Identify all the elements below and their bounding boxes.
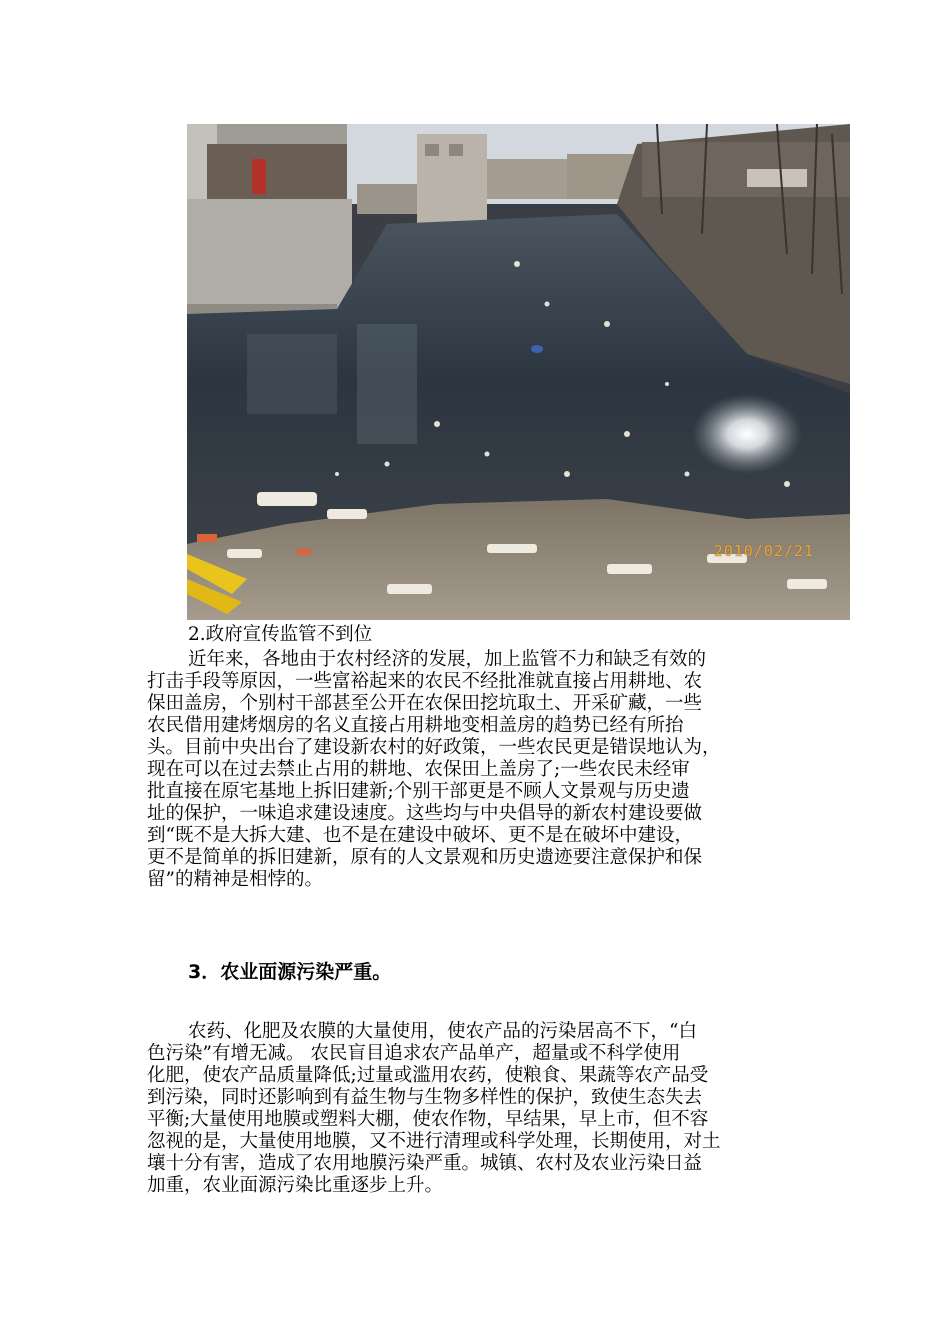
photo-date-stamp: 2010/02/21	[713, 542, 814, 560]
paragraph-line: 忽视的是，大量使用地膜，又不进行清理或科学处理，长期使用，对土	[147, 1131, 721, 1152]
paragraph-line: 头。目前中央出台了建设新农村的好政策，一些农民更是错误地认为，	[147, 737, 721, 758]
section2-subheading: 2.政府宣传监管不到位	[188, 624, 373, 645]
paragraph-line: 址的保护，一味追求建设速度。这些均与中央倡导的新农村建设要做	[147, 803, 703, 824]
paragraph-line: 到污染，同时还影响到有益生物与生物多样性的保护，致使生态失去	[147, 1087, 703, 1108]
section3-paragraph	[147, 1021, 807, 1197]
paragraph-line: 批直接在原宅基地上拆旧建新;个别干部更是不顾人文景观与历史遗	[147, 781, 690, 802]
paragraph-line: 加重，农业面源污染比重逐步上升。	[147, 1175, 444, 1196]
paragraph-line: 到“既不是大拆大建、也不是在建设中破坏、更不是在破坏中建设，	[147, 825, 693, 846]
section2-paragraph	[147, 649, 807, 891]
paragraph-line: 农药、化肥及农膜的大量使用，使农产品的污染居高不下，“白	[188, 1021, 697, 1042]
paragraph-line: 农民借用建烤烟房的名义直接占用耕地变相盖房的趋势已经有所抬	[147, 715, 684, 736]
paragraph-line: 留”的精神是相悖的。	[147, 869, 323, 890]
paragraph-line: 打击手段等原因，一些富裕起来的农民不经批准就直接占用耕地、农	[147, 671, 703, 692]
paragraph-line: 保田盖房，个别村干部甚至公开在农保田挖坑取土、开采矿藏，一些	[147, 693, 703, 714]
polluted-pond-photo	[187, 124, 850, 620]
paragraph-line: 化肥，使农产品质量降低;过量或滥用农药，使粮食、果蔬等农产品受	[147, 1065, 709, 1086]
paragraph-line: 色污染”有增无减。 农民盲目追求农产品单产，超量或不科学使用	[147, 1043, 681, 1064]
section3-heading: 3．农业面源污染严重。	[188, 961, 392, 983]
paragraph-line: 近年来，各地由于农村经济的发展，加上监管不力和缺乏有效的	[188, 649, 707, 670]
paragraph-line: 现在可以在过去禁止占用的耕地、农保田上盖房了;一些农民未经审	[147, 759, 690, 780]
paragraph-line: 壤十分有害，造成了农用地膜污染严重。城镇、农村及农业污染日益	[147, 1153, 703, 1174]
paragraph-line: 更不是简单的拆旧建新，原有的人文景观和历史遗迹要注意保护和保	[147, 847, 703, 868]
paragraph-line: 平衡;大量使用地膜或塑料大棚，使农作物，早结果，早上市，但不容	[147, 1109, 709, 1130]
